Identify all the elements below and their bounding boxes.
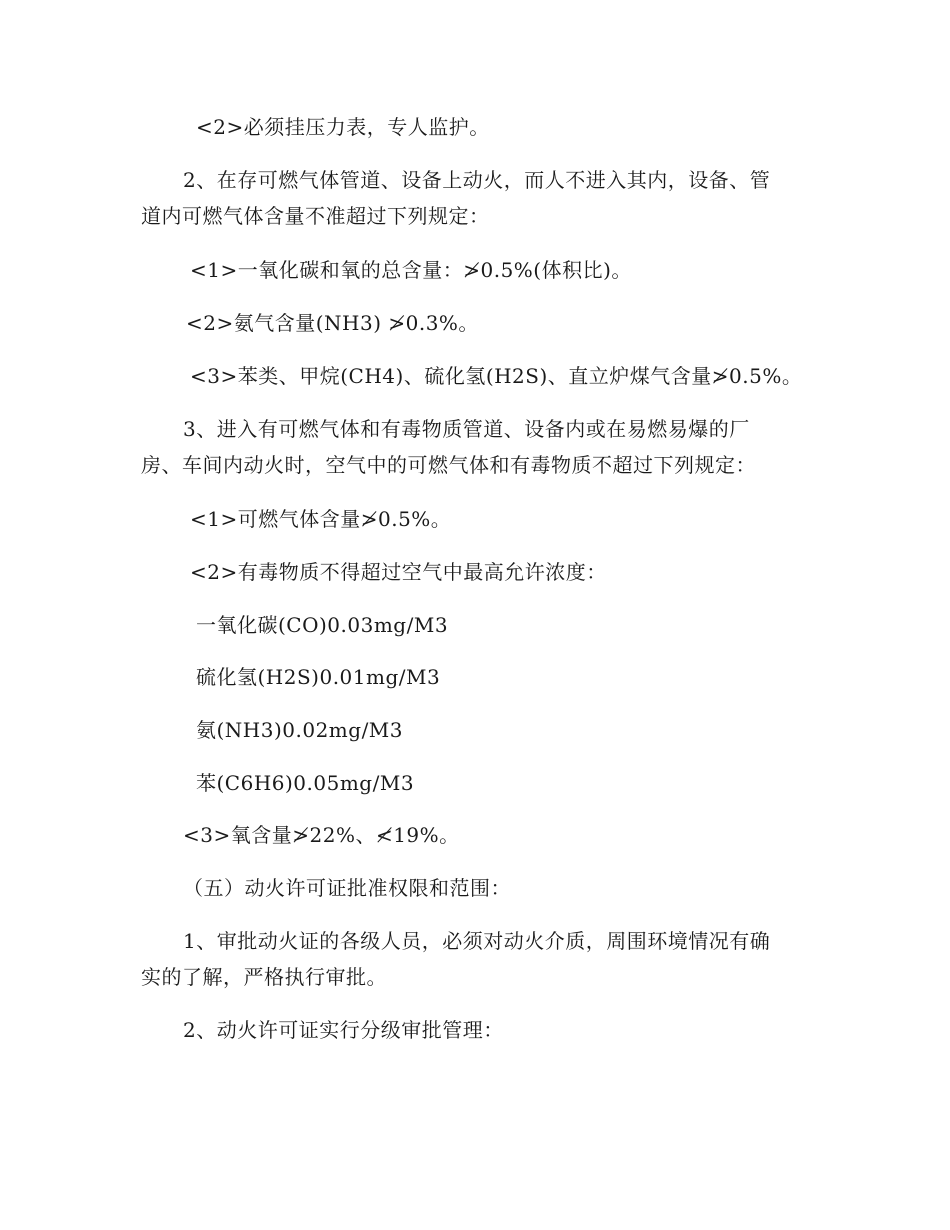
rule-2-item-2: <2>氨气含量(NH3) ≯0.3%。 (186, 311, 479, 335)
section-5-rule-1-line-1: 1、审批动火证的各级人员，必须对动火介质，周围环境情况有确 (183, 929, 771, 953)
clause-2-pressure-gauge: <2>必须挂压力表，专人监护。 (196, 115, 490, 139)
rule-3-item-3: <3>氧含量≯22%、≮19%。 (183, 823, 460, 847)
rule-2-item-1: <1>一氧化碳和氧的总含量：≯0.5%(体积比)。 (190, 258, 632, 282)
toxic-c6h6: 苯(C6H6)0.05mg/M3 (196, 771, 415, 795)
rule-3-item-1: <1>可燃气体含量≯0.5%。 (190, 507, 452, 531)
toxic-nh3: 氨(NH3)0.02mg/M3 (196, 718, 404, 742)
rule-2-item-3: <3>苯类、甲烷(CH4)、硫化氢(H2S)、直立炉煤气含量≯0.5%。 (190, 364, 803, 388)
rule-2-line-1: 2、在存可燃气体管道、设备上动火，而人不进入其内，设备、管 (183, 168, 771, 192)
toxic-co: 一氧化碳(CO)0.03mg/M3 (196, 613, 449, 637)
section-5-rule-2: 2、动火许可证实行分级审批管理： (183, 1018, 504, 1042)
toxic-h2s: 硫化氢(H2S)0.01mg/M3 (196, 665, 441, 689)
section-5-heading: （五）动火许可证批准权限和范围： (183, 876, 511, 900)
section-5-rule-1-line-2: 实的了解，严格执行审批。 (141, 965, 387, 989)
rule-3-line-2: 房、车间内动火时，空气中的可燃气体和有毒物质不超过下列规定： (141, 453, 756, 477)
rule-3-item-2: <2>有毒物质不得超过空气中最高允许浓度： (190, 560, 607, 584)
rule-2-line-2: 道内可燃气体含量不准超过下列规定： (141, 204, 490, 228)
rule-3-line-1: 3、进入有可燃气体和有毒物质管道、设备内或在易燃易爆的厂 (183, 417, 750, 441)
